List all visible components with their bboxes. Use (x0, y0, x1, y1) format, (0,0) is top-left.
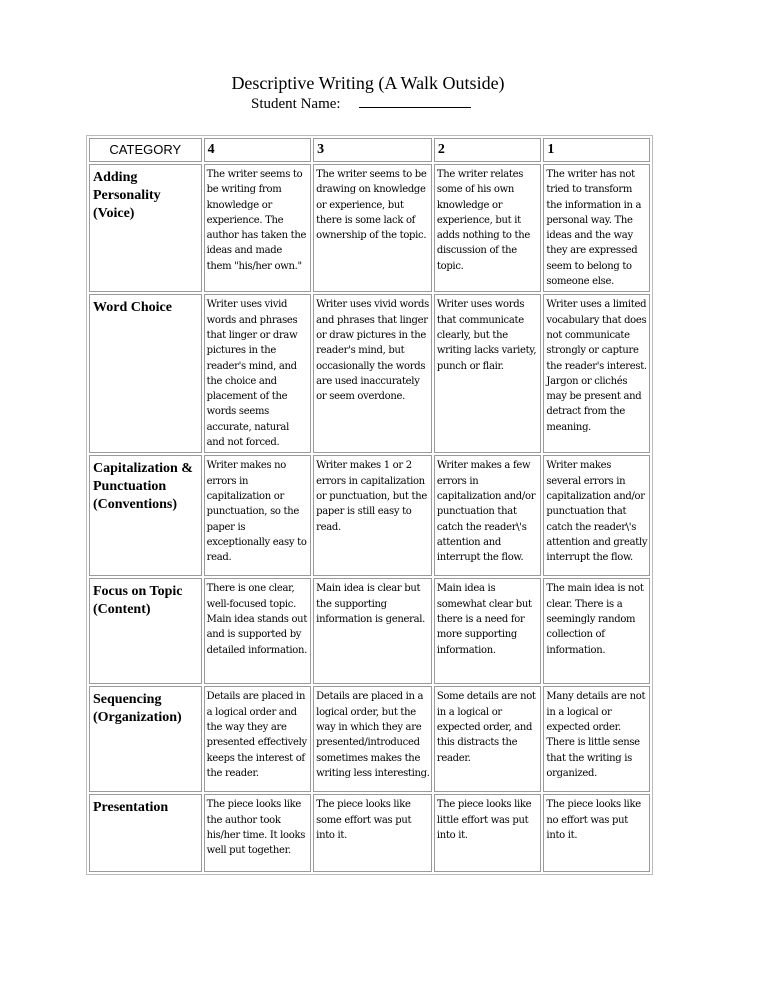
rubric-cell: Some details are not in a logical or expected order, and this distracts the reader. (434, 686, 542, 792)
header-score-2: 2 (434, 138, 542, 162)
rubric-cell: Writer uses vivid words and phrases that linger or draw pictures in the reader's mind, but occasionally the words are used inaccurately or seem overdone. (313, 294, 432, 453)
rubric-cell: Writer uses vivid words and phrases that linger or draw pictures in the reader's mind, and the choice and placement of the words seems accurate, natural and not forced. (204, 294, 312, 453)
category-cell: Sequencing (Organization) (89, 686, 202, 792)
rubric-cell: Writer uses words that communicate clearly, but the writing lacks variety, punch or flair. (434, 294, 542, 453)
rubric-cell: Main idea is clear but the supporting information is general. (313, 578, 432, 684)
table-row (89, 455, 650, 576)
rubric-cell: Writer uses a limited vocabulary that does not communicate strongly or capture the reader's interest. Jargon or clichés may be present and detract from the meaning. (543, 294, 650, 453)
category-cell: Focus on Topic (Content) (89, 578, 202, 684)
student-name-line (251, 95, 471, 113)
category-cell: Presentation (89, 794, 202, 872)
category-cell: Adding Personality (Voice) (89, 164, 202, 292)
rubric-cell: The piece looks like some effort was put into it. (313, 794, 432, 872)
table-row (89, 686, 650, 792)
page-title: Descriptive Writing (A Walk Outside) (231, 73, 505, 93)
rubric-cell: The writer relates some of his own knowledge or experience, but it adds nothing to the discussion of the topic. (434, 164, 542, 292)
header-score-1: 1 (543, 138, 650, 162)
rubric-cell: The writer has not tried to transform the information in a personal way. The ideas and the way they are expressed seem to belong to someone else. (543, 164, 650, 292)
category-cell: Word Choice (89, 294, 202, 453)
student-name-label: Student Name: (251, 96, 341, 112)
rubric-cell: The piece looks like no effort was put into it. (543, 794, 650, 872)
student-name-blank (359, 95, 471, 108)
rubric-cell: Details are placed in a logical order and the way they are presented effectively keeps the interest of the reader. (204, 686, 312, 792)
rubric-cell: Writer makes 1 or 2 errors in capitalization or punctuation, but the paper is still easy to read. (313, 455, 432, 576)
table-row (89, 578, 650, 684)
rubric-cell: The main idea is not clear. There is a seemingly random collection of information. (543, 578, 650, 684)
rubric-cell: Writer makes several errors in capitalization and/or punctuation that catch the reader\'s attention and greatly interrupt the flow. (543, 455, 650, 576)
rubric-cell: Main idea is somewhat clear but there is a need for more supporting information. (434, 578, 542, 684)
header-category: CATEGORY (89, 138, 202, 162)
header-score-4: 4 (204, 138, 312, 162)
header-row (89, 138, 650, 162)
rubric-cell: Details are placed in a logical order, but the way in which they are presented/introduced sometimes makes the writing less interesting. (313, 686, 432, 792)
table-row (89, 164, 650, 292)
rubric-cell: The piece looks like the author took his/her time. It looks well put together. (204, 794, 312, 872)
rubric-cell: The piece looks like little effort was put into it. (434, 794, 542, 872)
table-row (89, 294, 650, 453)
table-row (89, 794, 650, 872)
rubric-cell: There is one clear, well-focused topic. Main idea stands out and is supported by detailed information. (204, 578, 312, 684)
rubric-cell: The writer seems to be drawing on knowledge or experience, but there is some lack of ownership of the topic. (313, 164, 432, 292)
rubric-table (86, 135, 653, 875)
category-cell: Capitalization & Punctuation (Conventions) (89, 455, 202, 576)
rubric-cell: Writer makes no errors in capitalization or punctuation, so the paper is exceptionally easy to read. (204, 455, 312, 576)
rubric-cell: Writer makes a few errors in capitalization and/or punctuation that catch the reader\'s attention and interrupt the flow. (434, 455, 542, 576)
header-score-3: 3 (313, 138, 432, 162)
rubric-cell: Many details are not in a logical or expected order. There is little sense that the writing is organized. (543, 686, 650, 792)
rubric-cell: The writer seems to be writing from knowledge or experience. The author has taken the ideas and made them "his/her own." (204, 164, 312, 292)
